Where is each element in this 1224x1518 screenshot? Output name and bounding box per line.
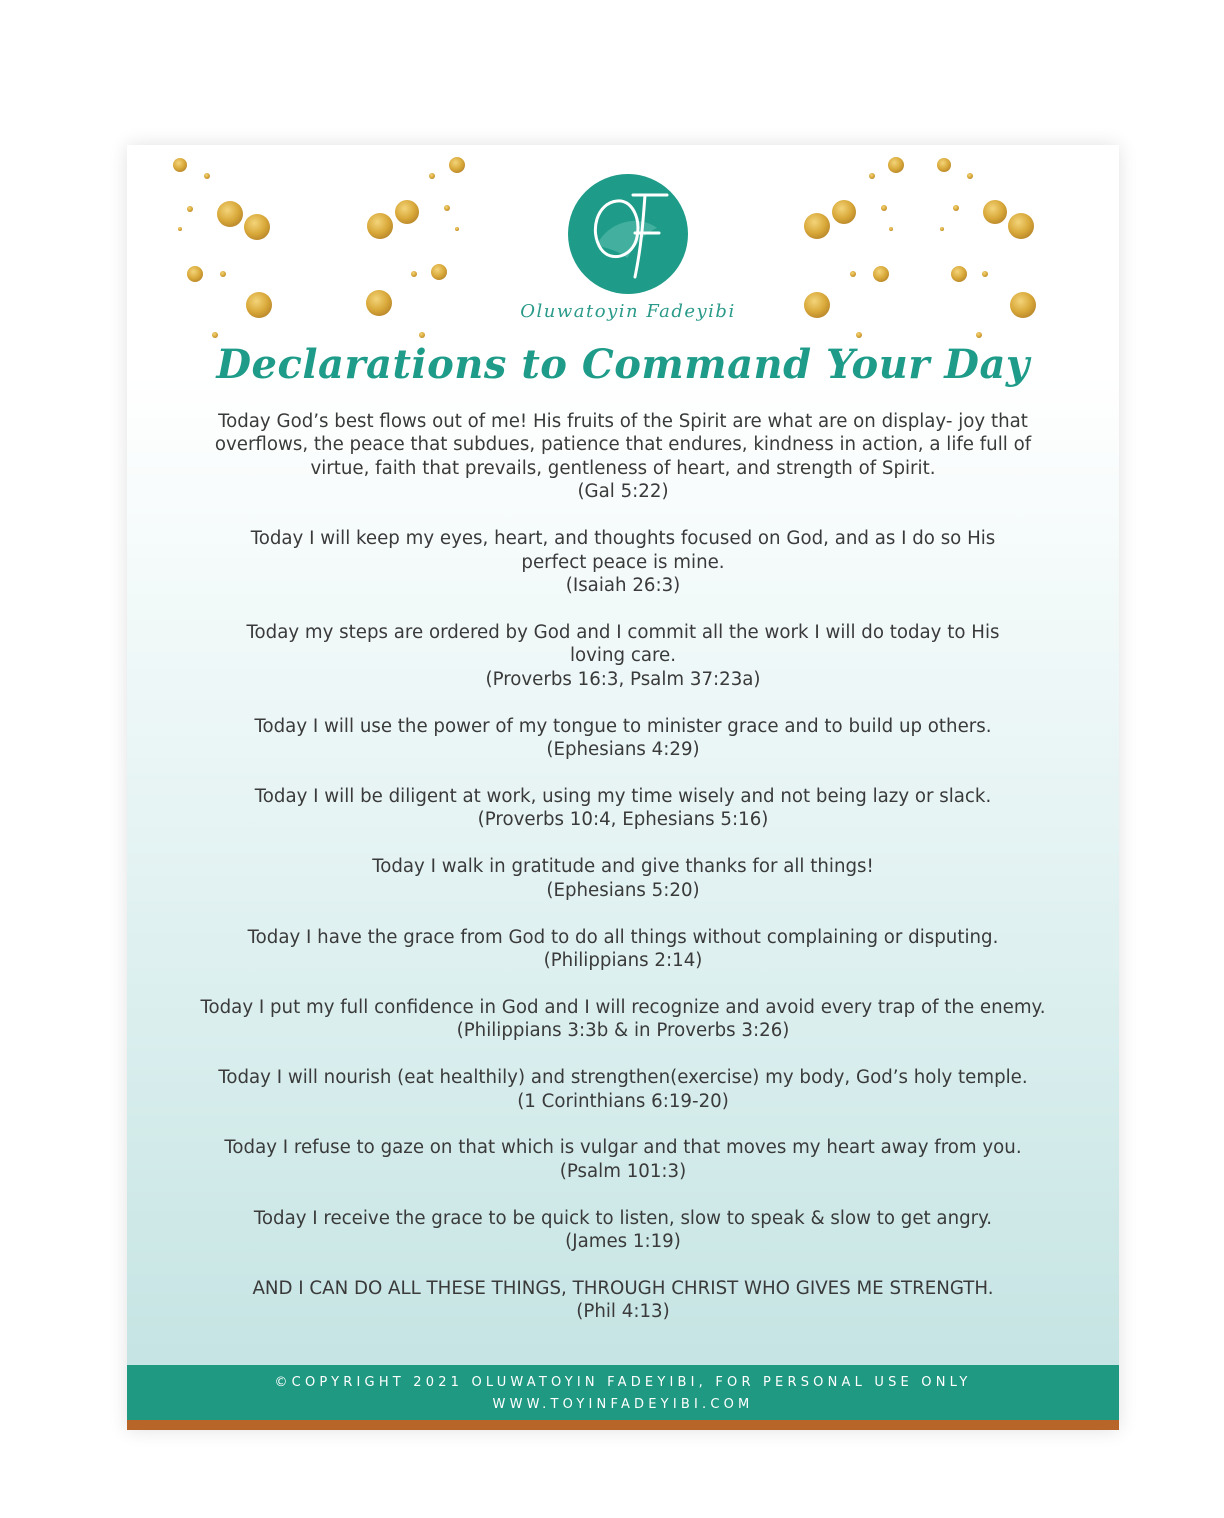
declaration-item [187,996,1059,1043]
declaration-item [187,715,1059,762]
declaration-text: Today I will nourish (eat healthily) and strengthen(exercise) my body, God’s holy temple. [218,1067,1028,1089]
declaration-item [187,1136,1059,1183]
scripture-reference: (Ephesians 4:29) [546,738,700,760]
declaration-text: Today I receive the grace to be quick to listen, slow to speak & slow to get angry. [253,1207,993,1229]
brand-name: Oluwatoyin Fadeyibi [520,301,736,322]
declaration-text: Today I put my full confidence in God and I will recognize and avoid every trap of the enemy. [200,996,1046,1018]
declaration-item [187,1207,1059,1254]
declaration-text: Today I walk in gratitude and give thanks for all things! [372,856,874,878]
declaration-item [187,1066,1059,1113]
scripture-reference: (Ephesians 5:20) [546,879,700,901]
declaration-text: Today I will keep my eyes, heart, and thoughts focused on God, and as I do so His perfect peace is mine. [250,528,996,573]
declarations-list [187,410,1059,1347]
declaration-item [187,785,1059,832]
of-logo-icon [567,173,689,295]
copyright-notice: ©COPYRIGHT 2021 OLUWATOYIN FADEYIBI, FOR PERSONAL USE ONLY [274,1375,972,1390]
website-link[interactable]: WWW.TOYINFADEYIBI.COM [492,1397,754,1412]
declaration-item [187,855,1059,902]
footer-accent-bar [127,1420,1119,1430]
scripture-reference: (Isaiah 26:3) [565,574,681,596]
declaration-item [187,410,1059,504]
declaration-item [187,621,1059,691]
declaration-item [187,527,1059,597]
declaration-text: AND I CAN DO ALL THESE THINGS, THROUGH CHRIST WHO GIVES ME STRENGTH. [252,1278,994,1300]
declarations-printable-page [127,145,1119,1430]
scripture-reference: (Philippians 3:3b & in Proverbs 3:26) [456,1020,790,1042]
declaration-text: Today I will be diligent at work, using my time wisely and not being lazy or slack. [254,785,992,807]
scripture-reference: (Psalm 101:3) [559,1160,687,1182]
scripture-reference: (Philippians 2:14) [543,949,703,971]
scripture-reference: (Phil 4:13) [576,1301,670,1323]
scripture-reference: (Proverbs 16:3, Psalm 37:23a) [485,668,761,690]
declaration-text: Today I have the grace from God to do all things without complaining or disputing. [247,926,999,948]
declaration-text: Today God’s best flows out of me! His fruits of the Spirit are what are on display- joy that overflows, the peace that subdues, patience that endures, kindness in action, a life full of virtue, faith that prevails, gentleness of heart, and strength of Spirit. [214,411,1032,479]
declaration-text: Today I will use the power of my tongue to minister grace and to build up others. [254,715,992,737]
scripture-reference: (James 1:19) [565,1231,681,1253]
declaration-item [187,926,1059,973]
page-title: Declarations to Command Your Day [216,341,1030,388]
scripture-reference: (Gal 5:22) [577,481,669,503]
declaration-text: Today I refuse to gaze on that which is vulgar and that moves my heart away from you. [224,1137,1022,1159]
scripture-reference: (Proverbs 10:4, Ephesians 5:16) [477,809,769,831]
scripture-reference: (1 Corinthians 6:19-20) [517,1090,729,1112]
declaration-item [187,1277,1059,1324]
declaration-text: Today my steps are ordered by God and I commit all the work I will do today to His loving care. [246,621,1000,667]
